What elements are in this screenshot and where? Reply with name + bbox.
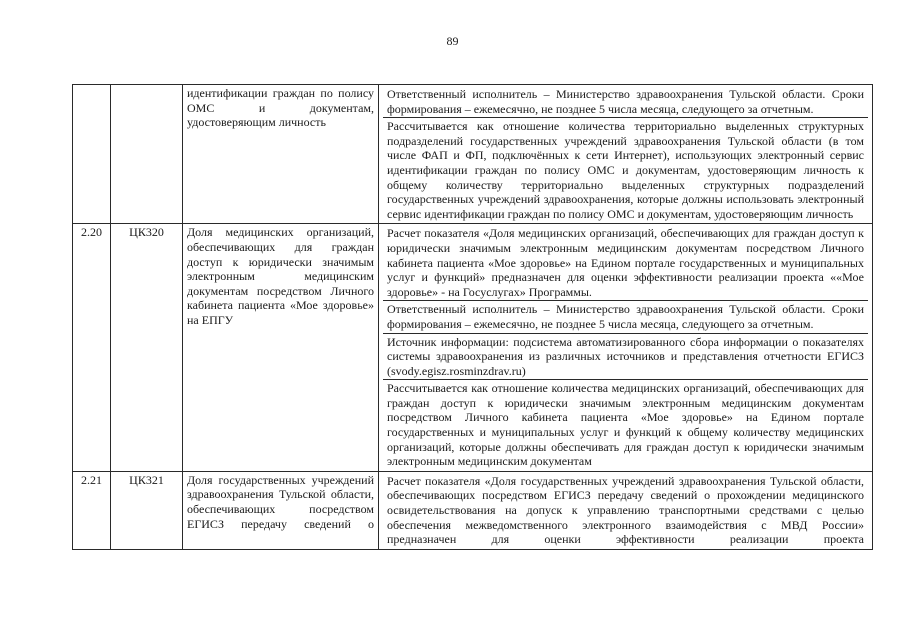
- description-paragraph: Рассчитывается как отношение количества территориально выделенных структурных подразделений государственных учреждений здравоохранения Тульской области (в том числе ФАП и ФП, подключённых к сети Интернет), использующих электронный сервис идентификации граждан по полису ОМС и документам, удостоверяющим личность к общему количеству территориально выделенных структурных подразделений государственных учреждений здравоохранения, которые должны использовать электронный сервис идентификации граждан по полису ОМС и документам, удостоверяющим личность: [383, 117, 868, 222]
- indicator-name: Доля медицинских организаций, обеспечивающих для граждан доступ к юридически значимым электронным медицинским документам посредством Личного кабинета пациента «Мое здоровье» на ЕПГУ: [183, 224, 379, 472]
- row-number: [73, 85, 111, 224]
- indicator-description: [379, 224, 873, 472]
- description-paragraph: Расчет показателя «Доля государственных учреждений здравоохранения Тульской области, обеспечивающих посредством ЕГИСЗ передачу сведений о прохождении медицинского освидетельствования на допуск к управлению транспортными средствами с целью обеспечения межведомственного электронного взаимодействия с МВД России» предназначен для оценки эффективности реализации проекта: [387, 473, 864, 547]
- page-number: 89: [446, 34, 459, 48]
- table-row: [73, 85, 873, 224]
- table-row: [73, 471, 873, 549]
- indicator-name: идентификации граждан по полису ОМС и документам, удостоверяющим личность: [183, 85, 379, 224]
- description-paragraph: Рассчитывается как отношение количества медицинских организаций, обеспечивающих для граждан доступ к юридически значимым электронным медицинским документам посредством Личного кабинета пациента «Мое здоровье» на Едином портале государственных и муниципальных услуг и функций к общему количеству медицинских организаций, которые должны обеспечивать для граждан доступ к юридически значимым электронным медицинским документам: [383, 379, 868, 470]
- description-paragraph: Ответственный исполнитель – Министерство здравоохранения Тульской области. Сроки формирования – ежемесячно, не позднее 5 числа месяца, следующего за отчетным.: [383, 300, 868, 332]
- indicator-description: [379, 85, 873, 224]
- indicator-code: ЦК321: [111, 471, 183, 549]
- indicators-table: [72, 84, 873, 550]
- description-paragraph: Расчет показателя «Доля медицинских организаций, обеспечивающих для граждан доступ к юридически значимым электронным медицинским документам посредством Личного кабинета пациента «Мое здоровье» на Едином портале государственных и муниципальных услуг и функций» предназначен для оценки эффективности реализации проекта ««Мое здоровье» - на Госуслугах» Программы.: [387, 226, 864, 299]
- indicator-description: [379, 471, 873, 549]
- description-paragraph: Источник информации: подсистема автоматизированного сбора информации о показателях системы здравоохранения из различных источников и представления отчетности ЕГИСЗ (svody.egisz.rosminzdrav.ru): [383, 333, 868, 380]
- page-bottom-margin: [72, 583, 872, 640]
- row-number: 2.20: [73, 224, 111, 472]
- table-row: [73, 224, 873, 472]
- indicator-code: ЦК320: [111, 224, 183, 472]
- indicator-code: [111, 85, 183, 224]
- indicator-name: Доля государственных учреждений здравоохранения Тульской области, обеспечивающих посредством ЕГИСЗ передачу сведений о: [183, 471, 379, 549]
- row-number: 2.21: [73, 471, 111, 549]
- description-paragraph: Ответственный исполнитель – Министерство здравоохранения Тульской области. Сроки формирования – ежемесячно, не позднее 5 числа месяца, следующего за отчетным.: [387, 87, 864, 116]
